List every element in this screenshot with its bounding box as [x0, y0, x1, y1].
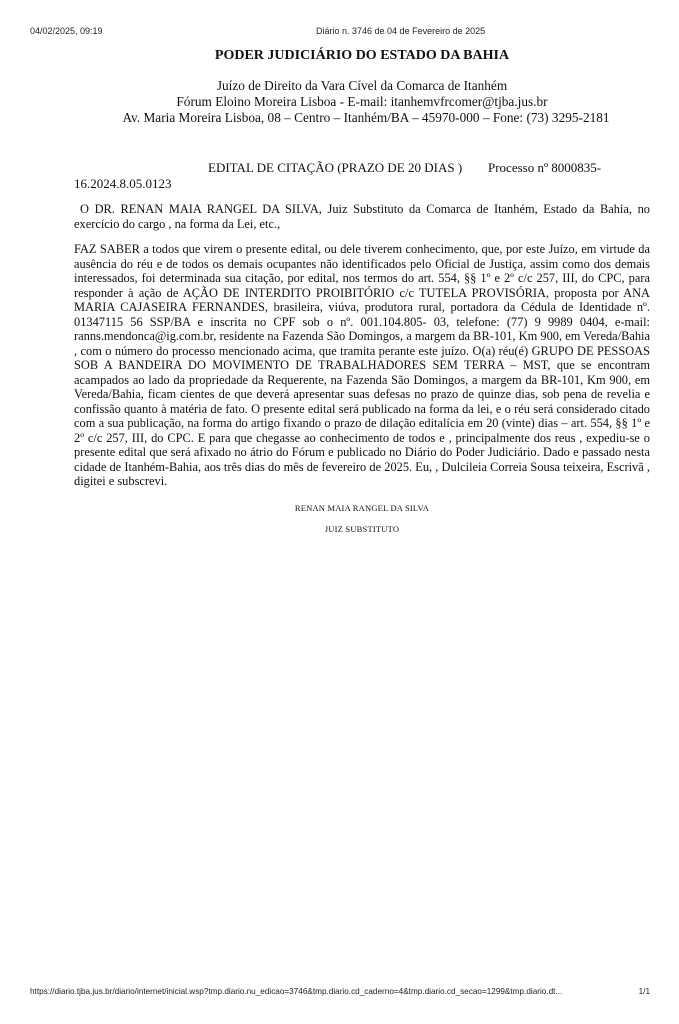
- court-info: [74, 78, 650, 126]
- court-title: PODER JUDICIÁRIO DO ESTADO DA BAHIA: [214, 48, 510, 63]
- print-doc-title: Diário n. 3746 de 04 de Fevereiro de 2025: [316, 26, 486, 36]
- body-paragraph: FAZ SABER a todos que virem o presente edital, ou dele tiverem conhecimento, que, por este Juízo, em virtude da ausência do réu e de todos os demais ocupantes não identificados pelo Oficial de Justiça, assim como dos demais interessados, foi determinada sua citação, por edital, nos termos do art. 554, §§ 1º e 2º c/c 257, III, do CPC, para responder à ação de AÇÃO DE INTERDITO PROIBITÓRIO c/c TUTELA PROVISÓRIA, proposta por ANA MARIA CAJASEIRA FERNANDES, brasileira, viúva, produtora rural, portadora da Cédula de Identidade nº. 01347115 56 SSP/BA e inscrita no CPF sob o nº. 001.104.805- 03, telefone: (77) 9 9989 0404, e-mail: ranns.mendonca@ig.com.br, residente na Fazenda São Domingos, a margem da BR-101, Km 900, em Vereda/Bahia , com o número do processo mencionado acima, que tramita perante este juízo. O(a) réu(é) GRUPO DE PESSOAS SOB A BANDEIRA DO MOVIMENTO DE TRABALHADORES SEM TERRA – MST, que se encontram acampados ao lado da propriedade da Requerente, na Fazenda São Domingos, a margem da BR-101, Km 900, em Vereda/Bahia, ficam cientes de que deverá apresentar suas defesas no prazo de quinze dias, sob pena de revelia e confissão quanto à matéria de fato. O presente edital será publicado na forma da lei, e o réu será considerado citado com a sua publicação, na forma do artigo fixando o prazo de dilação editalícia em 20 (vinte) dias – art. 554, §§ 1º e 2º c/c 257, III, do CPC. E para que chegasse ao conhecimento de todos e , principalmente dos reus , expediu-se o presente edital que será afixado no átrio do Fórum e publicado no Diário do Poder Judiciário. Dado e passado nesta cidade de Itanhém-Bahia, aos três dias do mês de fevereiro de 2025. Eu, , Dulcileia Correia Sousa teixeira, Escrivã , digitei e subscrevi.: [74, 242, 650, 488]
- signature-role: JUIZ SUBSTITUTO: [324, 523, 400, 534]
- document-body: [74, 48, 650, 534]
- print-datetime: 04/02/2025, 09:19: [30, 26, 103, 36]
- process-number-continued: 16.2024.8.05.0123: [74, 176, 172, 191]
- page-url: https://diario.tjba.jus.br/diario/internet/inicial.wsp?tmp.diario.nu_edicao=3746&tmp.diario.cd_caderno=4&tmp.diario.cd_secao=1299&tmp.diario.dt...: [30, 987, 563, 996]
- signature-name: RENAN MAIA RANGEL DA SILVA: [294, 502, 430, 513]
- court-info-line-vara: Juízo de Direito da Vara Cível da Comarca de Itanhém: [216, 78, 508, 93]
- court-info-line-forum: Fórum Eloino Moreira Lisboa - E-mail: itanhemvfrcomer@tjba.jus.br: [176, 94, 548, 109]
- process-number: Processo nº 8000835-: [488, 160, 602, 175]
- intro-paragraph: O DR. RENAN MAIA RANGEL DA SILVA, Juiz Substituto da Comarca de Itanhém, Estado da Bahia, no exercício do cargo , na forma da Lei, etc.,: [74, 202, 650, 231]
- edital-heading: [74, 160, 650, 192]
- page-number: 1/1: [638, 987, 650, 996]
- court-info-line-address: Av. Maria Moreira Lisboa, 08 – Centro – Itanhém/BA – 45970-000 – Fone: (73) 3295-2181: [122, 110, 610, 125]
- edital-title: EDITAL DE CITAÇÃO (PRAZO DE 20 DIAS ): [208, 160, 463, 175]
